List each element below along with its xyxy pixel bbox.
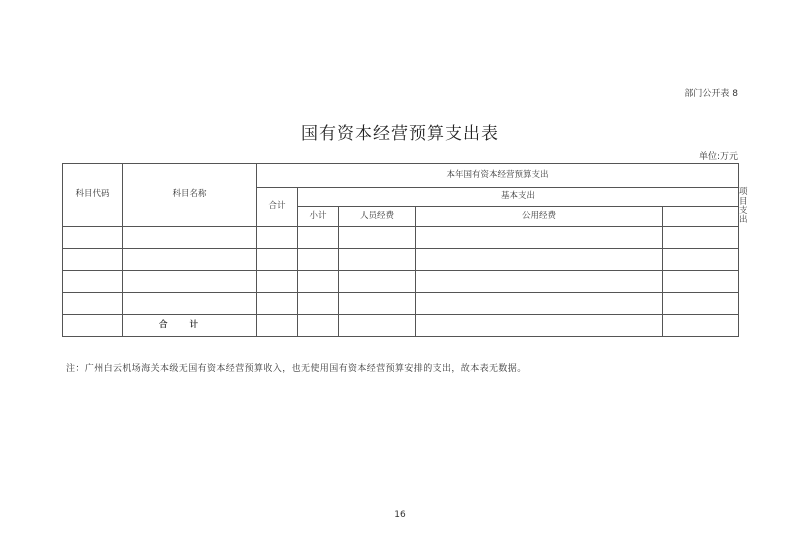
total-row	[63, 315, 739, 337]
header-public: 公用经费	[416, 207, 663, 227]
form-label: 部门公开表 8	[684, 89, 738, 99]
header-subtotal: 小计	[298, 207, 339, 227]
table-row	[63, 227, 739, 249]
budget-table	[62, 163, 748, 337]
header-code: 科目代码	[63, 164, 123, 227]
header-total: 合计	[257, 188, 298, 227]
header-name: 科目名称	[123, 164, 257, 227]
table-row	[63, 271, 739, 293]
total-row-label: 合计	[123, 315, 257, 337]
header-group: 本年国有资本经营预算支出	[257, 164, 739, 188]
table-row	[63, 249, 739, 271]
header-personnel: 人员经费	[339, 207, 416, 227]
page-number: 16	[394, 510, 406, 520]
header-row-2: 合计 基本支出 项目支出	[63, 188, 739, 207]
header-row-1	[63, 164, 739, 188]
table-row	[63, 293, 739, 315]
unit-label: 单位:万元	[698, 152, 738, 162]
footnote: 注：广州白云机场海关本级无国有资本经营预算收入，也无使用国有资本经营预算安排的支出，故本表无数据。	[66, 364, 527, 374]
header-basic: 基本支出	[298, 188, 739, 207]
page-title: 国有资本经营预算支出表	[301, 124, 499, 144]
